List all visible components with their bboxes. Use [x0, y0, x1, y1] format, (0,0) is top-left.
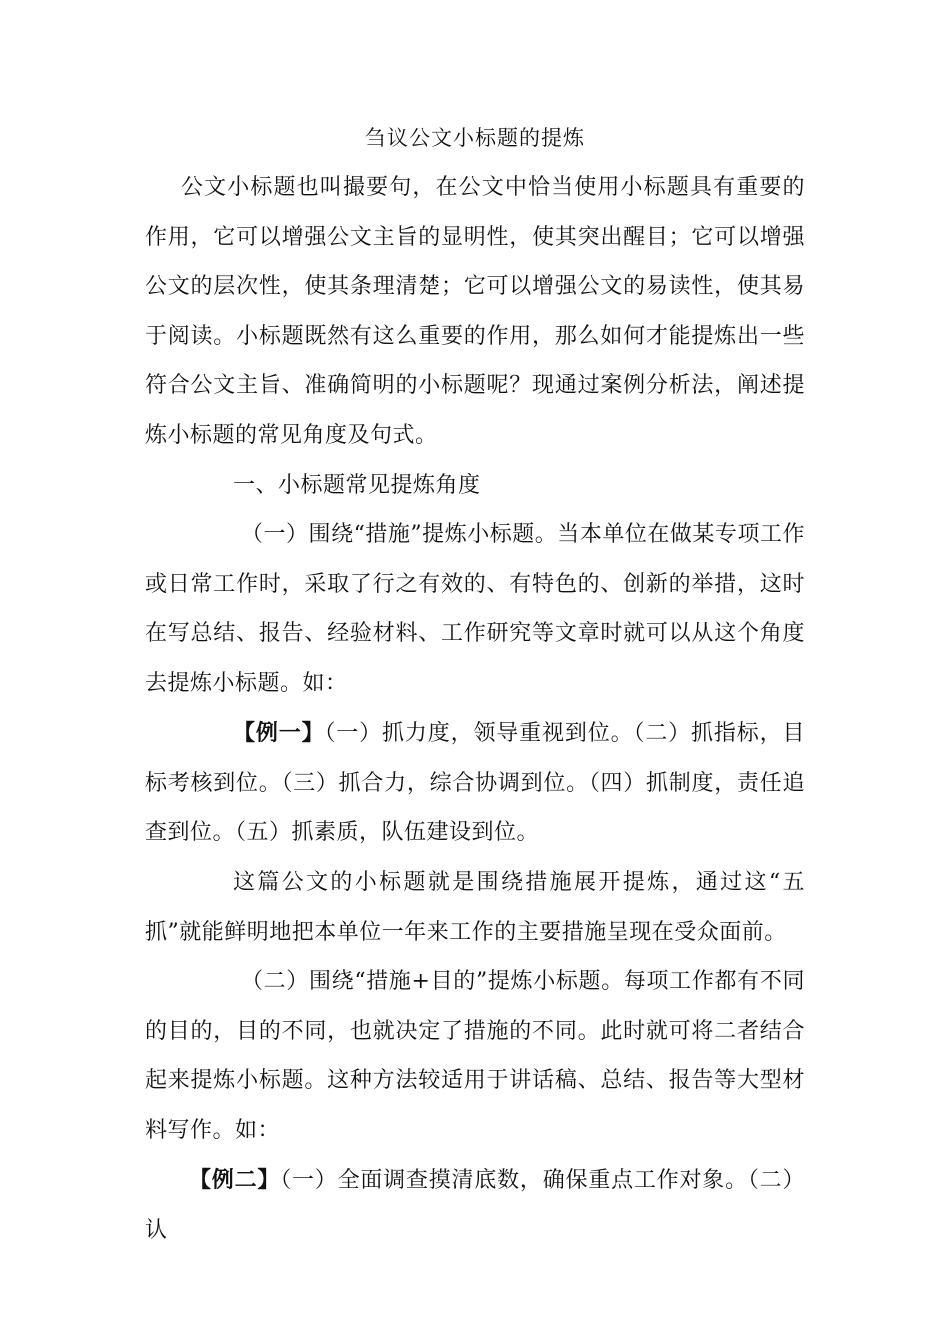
example-1-label: 【例一】 — [233, 720, 325, 746]
intro-paragraph: 公文小标题也叫撮要句，在公文中恰当使用小标题具有重要的作用，它可以增强公文主旨的显明性，使其突出醒目；它可以增强公文的层次性，使其条理清楚；它可以增强公文的易读性，使其易于阅读。小标题既然有这么重要的作用，那么如何才能提炼出一些符合公文主旨、准确简明的小标题呢？现通过案例分析法，阐述提炼小标题的常见角度及句式。 — [145, 175, 805, 448]
example-2-text: （一）全面调查摸清底数，确保重点工作对象。（二）认 — [145, 1168, 805, 1243]
comment-1-paragraph: 这篇公文的小标题就是围绕措施展开提炼，通过这“五抓”就能鲜明地把本单位一年来工作的主要措施呈现在受众面前。 — [145, 870, 805, 945]
subsection-1-paragraph: （一）围绕“措施”提炼小标题。当本单位在做某专项工作或日常工作时，采取了行之有效的、有特色的、创新的举措，这时在写总结、报告、经验材料、工作研究等文章时就可以从这个角度去提炼小标题。如： — [145, 522, 805, 696]
example-1-paragraph — [145, 709, 805, 858]
example-2-paragraph — [145, 1156, 805, 1255]
example-1-text: （一）抓力度，领导重视到位。（二）抓指标，目标考核到位。（三）抓合力，综合协调到位。（四）抓制度，责任追查到位。（五）抓素质，队伍建设到位。 — [145, 721, 805, 845]
subsection-2-paragraph: （二）围绕“措施+目的”提炼小标题。每项工作都有不同的目的，目的不同，也就决定了措施的不同。此时就可将二者结合起来提炼小标题。这种方法较适用于讲话稿、总结、报告等大型材料写作。如： — [145, 969, 805, 1143]
example-2-label: 【例二】 — [189, 1167, 281, 1193]
document-title: 刍议公文小标题的提炼 — [365, 126, 585, 150]
section-heading-1: 一、小标题常见提炼角度 — [233, 473, 481, 498]
